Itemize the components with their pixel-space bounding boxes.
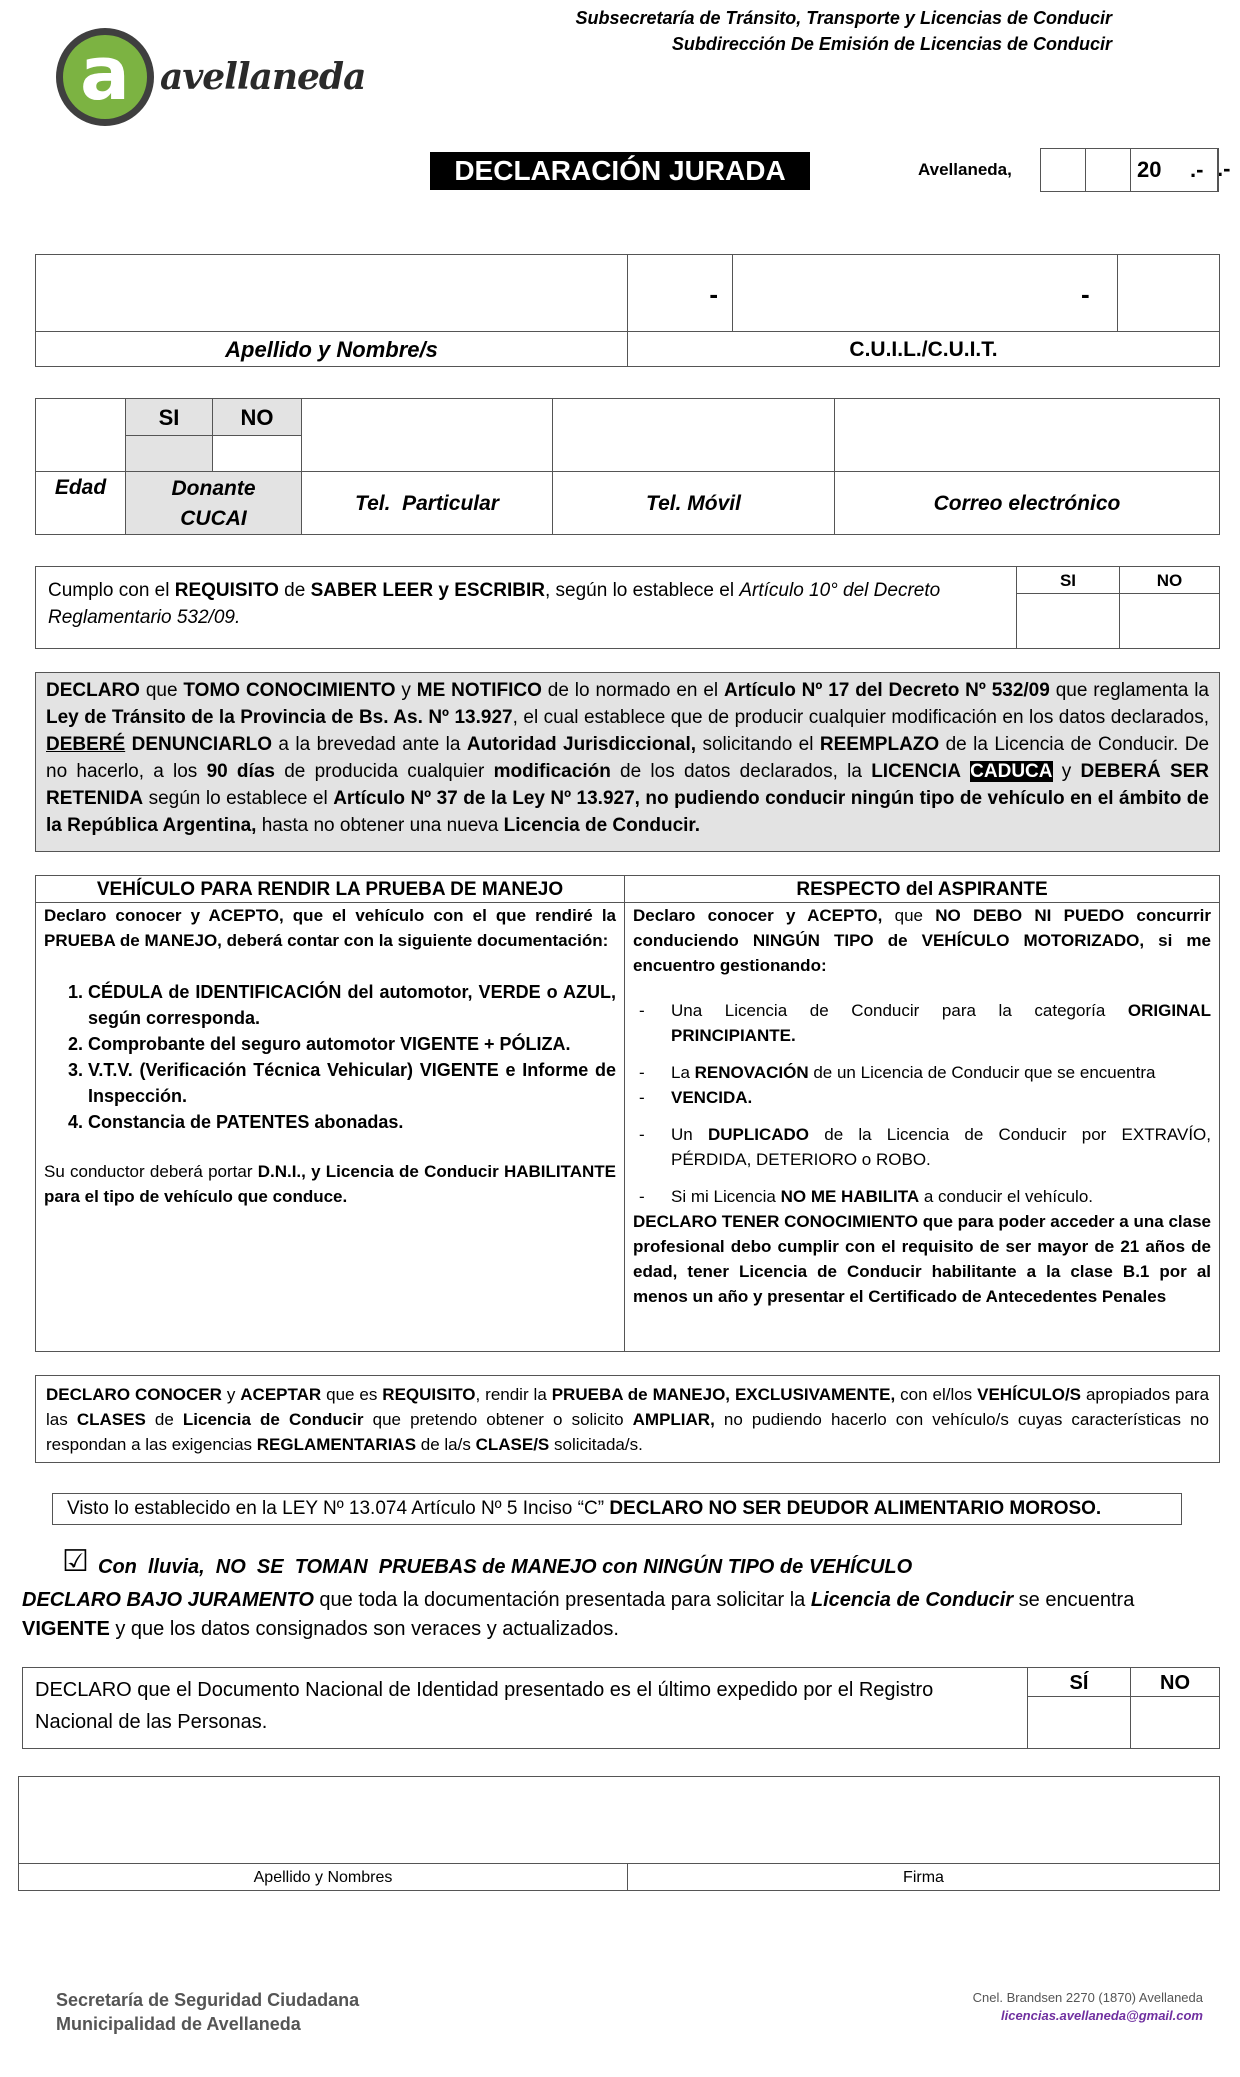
vehicle-header: VEHÍCULO PARA RENDIR LA PRUEBA DE MANEJO — [35, 875, 625, 903]
aspirant-header: RESPECTO del ASPIRANTE — [624, 875, 1220, 903]
dni-si-checkbox[interactable] — [1027, 1696, 1131, 1749]
test-acceptance-declaration: DECLARO CONOCER y ACEPTAR que es REQUISITO, rendir la PRUEBA de MANEJO, EXCLUSIVAMENTE, con el/los VEHÍCULO/S apropiados para las CLASES de Licencia de Conducir que pretendo obtener o solicito AMPLIAR, no pudiendo hacerlo con vehículo/s cuyas características no respondan a las exigencias REGLAMENTARIAS de la/s CLASE/S solicitada/s. — [35, 1375, 1220, 1463]
email-field[interactable] — [834, 398, 1220, 472]
dni-si-header: SÍ — [1027, 1667, 1131, 1697]
cuil-field-2[interactable]: - — [732, 254, 1118, 332]
date-day-field[interactable] — [1040, 148, 1086, 192]
date-place-label: Avellaneda, — [918, 160, 1012, 179]
donor-no-header: NO — [212, 398, 302, 436]
list-item: 4. Constancia de PATENTES abonadas. — [88, 1109, 616, 1135]
age-field[interactable] — [35, 398, 126, 472]
donor-no-checkbox[interactable] — [212, 435, 302, 472]
checkbox-icon: ☑ — [62, 1545, 89, 1578]
header-line-1: Subsecretaría de Tránsito, Transporte y Licencias de Conducir — [575, 8, 1112, 28]
cuil-field-3[interactable] — [1117, 254, 1220, 332]
signature-name-label: Apellido y Nombres — [18, 1863, 628, 1891]
date-year-field[interactable]: 20 — [1130, 148, 1218, 192]
oath-declaration: DECLARO BAJO JURAMENTO que toda la documentación presentada para solicitar la Licencia de Conducir se encuentra VIGENTE y que los datos consignados son veraces y actualizados. — [22, 1589, 1135, 1640]
literacy-no-header: NO — [1119, 566, 1220, 594]
email-label: Correo electrónico — [834, 471, 1220, 535]
logo-circle: a — [56, 28, 154, 126]
list-item: - Una Licencia de Conducir para la categoría ORIGINAL PRINCIPIANTE. — [633, 998, 1211, 1048]
vehicle-requirements: Declaro conocer y ACEPTO, que el vehículo con el que rendiré la PRUEBA de MANEJO, deberá contar con la siguiente documentación: 1. CÉDULA de IDENTIFICACIÓN del automotor, VERDE o AZUL, según corresponda. 2. Comprobante del seguro automotor VIGENTE + PÓLIZA. 3. V.T.V. (Verificación Técnica Vehicular) VIGENTE e Informe de Inspección. 4. Constancia de PATENTES abonadas. Su conductor deberá portar D.N.I., y Licencia de Conducir HABILITANTE para el tipo de vehículo que conduce. — [35, 902, 625, 1352]
name-label: Apellido y Nombre/s — [35, 331, 628, 367]
date-month-field[interactable] — [1085, 148, 1131, 192]
mobile-label: Tel. Móvil — [552, 471, 835, 535]
dni-no-header: NO — [1130, 1667, 1220, 1697]
dni-no-checkbox[interactable] — [1130, 1696, 1220, 1749]
signature-area[interactable] — [18, 1776, 1220, 1864]
donor-label: Donante CUCAI — [125, 471, 302, 535]
phone-field[interactable] — [301, 398, 553, 472]
aspirant-conditions: Declaro conocer y ACEPTO, que NO DEBO NI PUEDO concurrir conduciendo NINGÚN TIPO de VEHÍCULO MOTORIZADO, si me encuentro gestionando: - Una Licencia de Conducir para la categoría ORIGINAL PRINCIPIANTE. - La RENOVACIÓN de un Licencia de Conducir que se encuentra - VENCIDA. - Un DUPLICADO de la Licencia de Conducir por EXTRAVÍO, PÉRDIDA, DETERIORO o ROBO. - Si mi Licencia NO ME HABILITA a conducir el vehículo. DECLARO TENER CONOCIMIENTO que para poder acceder a una clase profesional debo cumplir con el requisito de ser mayor de 21 años de edad, tener Licencia de Conducir habilitante a la clase B.1 por al menos un año y presentar el Certificado de Antecedentes Penales — [624, 902, 1220, 1352]
list-item: - Si mi Licencia NO ME HABILITA a conducir el vehículo. — [633, 1184, 1211, 1209]
dni-declaration: DECLARO que el Documento Nacional de Identidad presentado es el último expedido por el Registro Nacional de las Personas. — [22, 1667, 1028, 1749]
name-field[interactable] — [35, 254, 628, 332]
cuil-label: C.U.I.L./C.U.I.T. — [627, 331, 1220, 367]
footer-email[interactable]: licencias.avellaneda@gmail.com — [1001, 2008, 1203, 2023]
logo — [56, 28, 366, 128]
footer-municipality: Municipalidad de Avellaneda — [56, 2014, 301, 2034]
brand-wordmark: avellaneda — [160, 56, 366, 98]
literacy-si-checkbox[interactable] — [1016, 593, 1120, 649]
alimony-declaration: Visto lo establecido en la LEY Nº 13.074 Artículo Nº 5 Inciso “C” DECLARO NO SER DEUDOR ALIMENTARIO MOROSO. — [52, 1493, 1182, 1525]
list-item: 3. V.T.V. (Verificación Técnica Vehicular) VIGENTE e Informe de Inspección. — [88, 1057, 616, 1109]
page-title: DECLARACIÓN JURADA — [430, 152, 810, 190]
date-suffix: .- — [1217, 156, 1231, 181]
literacy-statement: Cumplo con el REQUISITO de SABER LEER y ESCRIBIR, según lo establece el Artículo 10° del Decreto Reglamentario 532/09. — [35, 566, 1017, 649]
rain-notice: Con lluvia, NO SE TOMAN PRUEBAS de MANEJO con NINGÚN TIPO de VEHÍCULO — [98, 1556, 913, 1578]
age-label: Edad — [35, 471, 126, 535]
literacy-no-checkbox[interactable] — [1119, 593, 1220, 649]
donor-si-checkbox[interactable] — [125, 435, 213, 472]
signature-sign-label: Firma — [627, 1863, 1220, 1891]
footer-secretariat: Secretaría de Seguridad Ciudadana — [56, 1990, 360, 2010]
footer-address: Cnel. Brandsen 2270 (1870) Avellaneda — [972, 1990, 1203, 2005]
donor-si-header: SI — [125, 398, 213, 436]
list-item: - VENCIDA. — [633, 1085, 1211, 1110]
literacy-si-header: SI — [1016, 566, 1120, 594]
list-item: - La RENOVACIÓN de un Licencia de Conducir que se encuentra — [633, 1060, 1211, 1085]
list-item: 2. Comprobante del seguro automotor VIGENTE + PÓLIZA. — [88, 1031, 616, 1057]
notice-declaration: DECLARO que TOMO CONOCIMIENTO y ME NOTIFICO de lo normado en el Artículo Nº 17 del Decreto Nº 532/09 que reglamenta la Ley de Tránsito de la Provincia de Bs. As. Nº 13.927, el cual establece que de producir cualquier modificación en los datos declarados, DEBERÉ DENUNCIARLO a la brevedad ante la Autoridad Jurisdiccional, solicitando el REEMPLAZO de la Licencia de Conducir. De no hacerlo, a los 90 días de producida cualquier modificación de los datos declarados, la LICENCIA CADUCA y DEBERÁ SER RETENIDA según lo establece el Artículo Nº 37 de la Ley Nº 13.927, no pudiendo conducir ningún tipo de vehículo en el ámbito de la República Argentina, hasta no obtener una nueva Licencia de Conducir. — [35, 672, 1220, 852]
list-item: - Un DUPLICADO de la Licencia de Conducir por EXTRAVÍO, PÉRDIDA, DETERIORO o ROBO. — [633, 1122, 1211, 1172]
phone-label: Tel. Particular — [301, 471, 553, 535]
date-suffix-text: .- — [1190, 157, 1204, 182]
header-line-2: Subdirección De Emisión de Licencias de Conducir — [671, 34, 1112, 54]
list-item: 1. CÉDULA de IDENTIFICACIÓN del automotor, VERDE o AZUL, según corresponda. — [88, 979, 616, 1031]
cuil-field-1[interactable]: - — [627, 254, 733, 332]
mobile-field[interactable] — [552, 398, 835, 472]
